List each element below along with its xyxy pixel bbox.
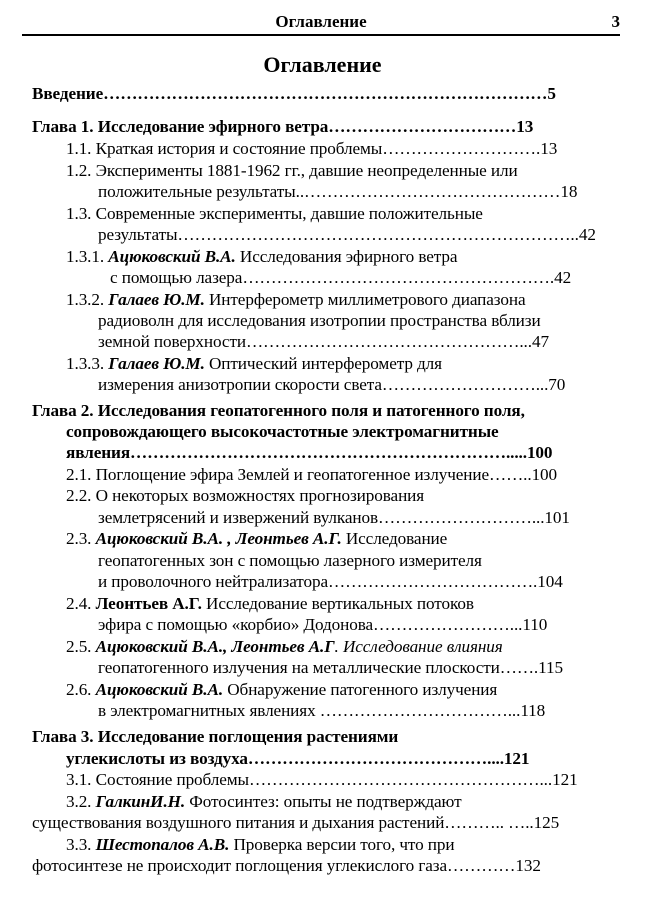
toc-entry-2-2: 2.2. О некоторых возможностях прогнозирования bbox=[66, 486, 425, 505]
toc-entry-1-3-3-cont: измерения анизотропии скорости света………………………...70 bbox=[98, 375, 566, 394]
entry-number: 3.2. bbox=[66, 792, 96, 811]
toc-entry-1-2-cont: положительные результаты..………………………………………18 bbox=[98, 182, 578, 201]
entry-number: 2.5. bbox=[66, 637, 96, 656]
entry-author: Ацюковский В.А., Леонтьев А.Г bbox=[95, 637, 335, 656]
entry-author: Ацюковский В.А. , Леонтьев А.Г. bbox=[95, 529, 342, 548]
toc-entry-intro: Введение……………………………………………………………………5 bbox=[32, 84, 556, 103]
toc-entry-1-2: 1.2. Эксперименты 1881-1962 гг., давшие неопределенные или bbox=[66, 161, 518, 180]
entry-number: 2.4. bbox=[66, 594, 96, 613]
toc-entry-2-6-cont: в электромагнитных явлениях ……………………………...118 bbox=[98, 701, 546, 720]
entry-author: Ацюковский В.А. bbox=[108, 247, 236, 266]
toc-entry-1-1: 1.1. Краткая история и состояние проблемы……………………….13 bbox=[66, 139, 558, 158]
toc-entry-3-3 bbox=[66, 834, 455, 856]
entry-author: Галаев Ю.М. bbox=[108, 354, 205, 373]
toc-entry-2-2-cont: землетрясений и извержений вулканов………………………...101 bbox=[98, 508, 570, 527]
entry-number: 2.6. bbox=[66, 680, 96, 699]
toc-entry-2-4-cont: эфира с помощью «корбио» Додонова……………………...110 bbox=[98, 615, 548, 634]
toc-entry-2-5 bbox=[66, 636, 503, 658]
running-head-title: Оглавление bbox=[275, 12, 367, 31]
entry-author: ГалкинИ.Н. bbox=[95, 792, 186, 811]
entry-title: Фотосинтез: опыты не подтверждают bbox=[185, 792, 462, 811]
entry-title: Интерферометр миллиметрового диапазона bbox=[204, 290, 526, 309]
toc-entry-1-3-cont: результаты……………………………………………………………..42 bbox=[98, 225, 596, 244]
entry-title: Проверка версии того, что при bbox=[229, 835, 455, 854]
toc-entry-2-3-cont2: и проволочного нейтрализатора……………………………….104 bbox=[98, 572, 563, 591]
entry-number: 1.3.3. bbox=[66, 354, 109, 373]
toc-entry-chapter-3: Глава 3. Исследование поглощения растениями bbox=[32, 727, 399, 746]
entry-number: 1.3.1. bbox=[66, 247, 109, 266]
toc-entry-chapter-2-cont2: явления………………………………………………………….....100 bbox=[66, 443, 553, 462]
toc-entry-2-4 bbox=[66, 593, 474, 615]
page-number: 3 bbox=[611, 12, 620, 31]
toc-entry-3-2-cont: существования воздушного питания и дыхания растений……….. …..125 bbox=[32, 813, 560, 832]
entry-title: Исследование вертикальных потоков bbox=[201, 594, 474, 613]
toc-entry-3-2 bbox=[66, 791, 461, 813]
toc-entry-2-1: 2.1. Поглощение эфира Землей и геопатогенное излучение……..100 bbox=[66, 465, 558, 484]
entry-title: Исследование bbox=[341, 529, 448, 548]
entry-author: Галаев Ю.М. bbox=[108, 290, 205, 309]
toc-entry-2-6 bbox=[66, 679, 497, 701]
entry-title: Обнаружение патогенного излучения bbox=[223, 680, 498, 699]
entry-title: Оптический интерферометр для bbox=[204, 354, 442, 373]
toc-entry-chapter-1: Глава 1. Исследование эфирного ветра……………………………13 bbox=[32, 117, 534, 136]
toc-entry-3-3-cont: фотосинтезе не происходит поглощения углекислого газа…………132 bbox=[32, 856, 541, 875]
toc-title: Оглавление bbox=[263, 52, 382, 77]
entry-number: 2.3. bbox=[66, 529, 96, 548]
toc-entry-1-3-2-cont: радиоволн для исследования изотропии пространства вблизи bbox=[98, 311, 541, 330]
entry-number: 1.3.2. bbox=[66, 290, 109, 309]
entry-number: 3.3. bbox=[66, 835, 96, 854]
toc-entry-chapter-2-cont: сопровождающего высокочастотные электромагнитные bbox=[66, 422, 499, 441]
toc-entry-2-3 bbox=[66, 528, 447, 550]
toc-entry-1-3-3 bbox=[66, 353, 442, 375]
toc-entry-1-3: 1.3. Современные эксперименты, давшие положительные bbox=[66, 204, 483, 223]
toc-entry-2-5-cont: геопатогенного излучения на металлические плоскости…….115 bbox=[98, 658, 563, 677]
entry-title: Исследования эфирного ветра bbox=[235, 247, 458, 266]
entry-author: Шестопалов А.В. bbox=[95, 835, 230, 854]
entry-title: . Исследование влияния bbox=[334, 637, 503, 656]
toc-entry-1-3-1 bbox=[66, 246, 457, 268]
toc-entry-2-3-cont: геопатогенных зон с помощью лазерного измерителя bbox=[98, 551, 482, 570]
entry-author: Ацюковский В.А. bbox=[95, 680, 224, 699]
toc-entry-1-3-2 bbox=[66, 289, 526, 311]
toc-entry-1-3-2-cont2: земной поверхности…………………………………………...47 bbox=[98, 332, 549, 351]
entry-author: Леонтьев А.Г. bbox=[95, 594, 202, 613]
toc-entry-3-1: 3.1. Состояние проблемы……………………………………………...121 bbox=[66, 770, 578, 789]
toc-entry-1-3-1-cont: с помощью лазера……………………………………………….42 bbox=[110, 268, 572, 287]
toc-entry-chapter-3-cont: углекислоты из воздуха……………………………………....121 bbox=[66, 749, 530, 768]
toc-entry-chapter-2: Глава 2. Исследования геопатогенного поля и патогенного поля, bbox=[32, 401, 525, 420]
